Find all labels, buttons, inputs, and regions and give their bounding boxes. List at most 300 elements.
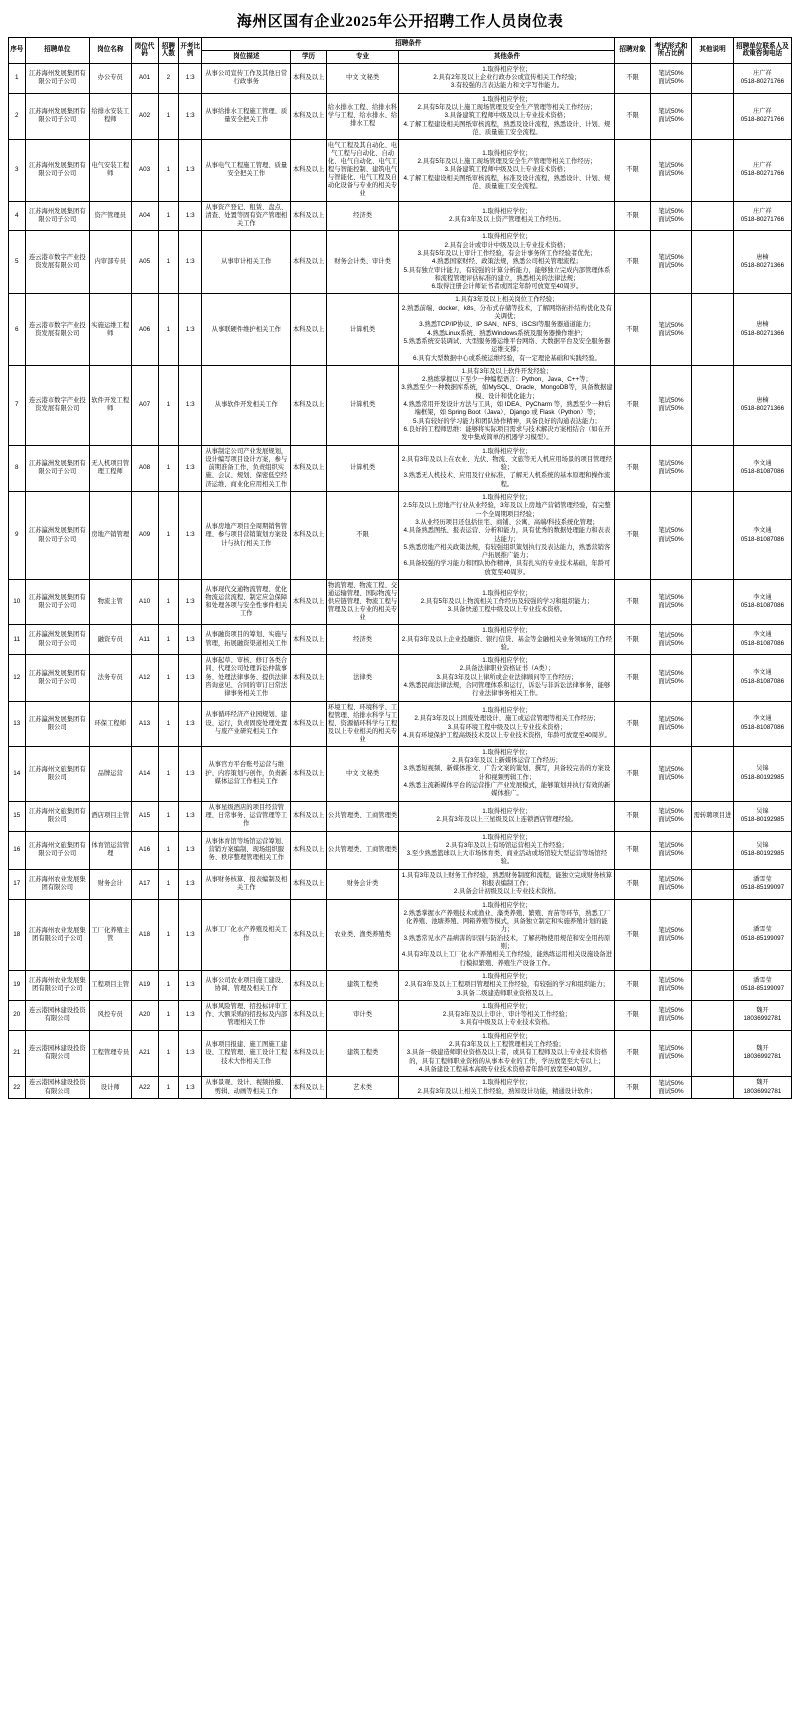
cell-target: 不限: [615, 492, 650, 580]
cell-post-name: 融资专员: [89, 625, 131, 655]
cell-ratio: 1:3: [179, 869, 202, 899]
cell-no: 1: [9, 63, 26, 93]
cell-desc: 从事体育馆等场馆运营筹划、营销方案编制、现场组织服务、秩序整理管理相关工作: [202, 831, 291, 869]
cell-num: 1: [158, 231, 179, 294]
cell-target: 不限: [615, 63, 650, 93]
cell-unit: 江苏瀛洲发展集团有限公司子公司: [25, 655, 89, 701]
cell-tel: 李文通 0518-81087086: [733, 625, 791, 655]
cell-no: 9: [9, 492, 26, 580]
cell-tel: 吴锦 0518-80192985: [733, 801, 791, 831]
cell-edu: 本科及以上: [291, 201, 326, 231]
cell-no: 17: [9, 869, 26, 899]
cell-note: [692, 445, 734, 491]
table-header: [9, 38, 792, 64]
table-body: [9, 63, 792, 1098]
cell-no: 6: [9, 294, 26, 365]
cell-ratio: 1:3: [179, 140, 202, 201]
cell-target: 不限: [615, 1030, 650, 1076]
cell-post-code: A06: [131, 294, 158, 365]
cell-desc: 从事起草、审核、修订各类合同、代理公司处理诉讼仲裁事务、处理法律事务、提供法律咨询意见、合同的审订日常法律事务相关工作: [202, 655, 291, 701]
cell-num: 1: [158, 492, 179, 580]
cell-desc: 从事循环经济产业园规划、建设、运行，负责固废处理处置与废产业研究相关工作: [202, 701, 291, 746]
cell-unit: 江苏海州农业发展集团有限公司子公司: [25, 970, 89, 1000]
cell-num: 1: [158, 899, 179, 970]
cell-post-name: 财务会计: [89, 869, 131, 899]
cell-post-code: A03: [131, 140, 158, 201]
cell-note: [692, 93, 734, 139]
cell-post-code: A18: [131, 899, 158, 970]
cell-num: 1: [158, 746, 179, 801]
cell-exam: 笔试50% 面试50%: [650, 63, 692, 93]
cell-num: 1: [158, 579, 179, 624]
cell-major: 法律类: [326, 655, 399, 701]
cell-major: 农业类、渔类养殖类: [326, 899, 399, 970]
cell-note: [692, 1077, 734, 1099]
cell-exam: 笔试50% 面试50%: [650, 869, 692, 899]
cell-target: 不限: [615, 93, 650, 139]
cell-tel: 唐楠 0518-80271366: [733, 294, 791, 365]
cell-num: 1: [158, 1030, 179, 1076]
cell-edu: 本科及以上: [291, 746, 326, 801]
cell-edu: 本科及以上: [291, 1000, 326, 1030]
cell-num: 1: [158, 970, 179, 1000]
cell-tel: 庄广祥 0518-80271766: [733, 93, 791, 139]
cell-other: 1.取得相应学位； 2.具有3年及以上在农业、光伏、物流、文旅等无人机应用场景的项目管理经验； 3.熟悉无人机技术、应用及行业标准，了解无人机系统的基本原理和操作流程。: [399, 445, 615, 491]
cell-ratio: 1:3: [179, 831, 202, 869]
cell-ratio: 1:3: [179, 1077, 202, 1099]
cell-tel: 魏开 18036992781: [733, 1030, 791, 1076]
cell-desc: 从事电气工程施工管理、质量安全把关工作: [202, 140, 291, 201]
cell-ratio: 1:3: [179, 201, 202, 231]
cell-no: 10: [9, 579, 26, 624]
table-row: [9, 63, 792, 93]
cell-num: 1: [158, 201, 179, 231]
table-row: [9, 294, 792, 365]
cell-edu: 本科及以上: [291, 625, 326, 655]
cell-edu: 本科及以上: [291, 1077, 326, 1099]
cell-edu: 本科及以上: [291, 899, 326, 970]
cell-ratio: 1:3: [179, 899, 202, 970]
cell-ratio: 1:3: [179, 970, 202, 1000]
cell-edu: 本科及以上: [291, 970, 326, 1000]
table-row: [9, 1030, 792, 1076]
cell-ratio: 1:3: [179, 93, 202, 139]
cell-unit: 江苏瀛洲发展集团有限公司子公司: [25, 625, 89, 655]
table-row: [9, 1077, 792, 1099]
cell-major: 计算机类: [326, 294, 399, 365]
cell-major: 中文 文秘类: [326, 746, 399, 801]
cell-desc: 从事公司宣传工作及其他日常行政事务: [202, 63, 291, 93]
cell-note: [692, 831, 734, 869]
cell-tel: 潘雪莹 0518-85199097: [733, 899, 791, 970]
cell-desc: 从事软件开发相关工作: [202, 365, 291, 445]
cell-post-code: A14: [131, 746, 158, 801]
cell-major: 不限: [326, 492, 399, 580]
cell-other: 1.取得相应学位； 2.具备法律职业资格证书（A类）； 3.具有3年及以上律所或企业法律顾问等工作经历； 4.熟悉民商法律法规，合同管理体系和运行，诉讼与非诉讼法律事务，能够行业法律事务相关工作。: [399, 655, 615, 701]
cell-no: 4: [9, 201, 26, 231]
cell-post-code: A05: [131, 231, 158, 294]
cell-other: 1.取得相应学位； 2.具有5年及以上施工现场管理及安全生产管理等相关工作经历； 3.具备建筑工程师中级及以上专业技术资格； 4.了解工程建设相关图纸审核流程，标准及设计流程，熟悉设计、计划、规范、质量施工安全流程。: [399, 140, 615, 201]
cell-major: 环境工程、环境科学、工程管理、给排水科学与工程、资源循环科学与工程及以上专业相关的相关专业: [326, 701, 399, 746]
cell-exam: 笔试50% 面试50%: [650, 1077, 692, 1099]
cell-major: 公共管理类、工商管理类: [326, 831, 399, 869]
cell-exam: 笔试50% 面试50%: [650, 899, 692, 970]
cell-desc: 从事风险管理、招投标评审工作、大额采购的招投标及内部管理相关工作: [202, 1000, 291, 1030]
cell-major: 财务会计类、审计类: [326, 231, 399, 294]
cell-no: 22: [9, 1077, 26, 1099]
cell-major: 电气工程及其自动化、电气工程与自动化、自动化、电气自动化、电气工程与智能控制、建筑电气与智能化、电气工程及自动化设备与专业的相关专业: [326, 140, 399, 201]
cell-other: 1.取得相应学位； 2.熟悉掌握水产养殖技术或渔业、藻类养殖、繁殖、育苗等环节，熟悉工厂化养殖、池塘养殖、网箱养殖等模式，具备独立制定和实施养殖计划的能力； 3.熟悉常见水产品病害的识别与防治技术，了解药物使用规范和安全用药原则； 4.具有3年及以上工厂化水产养殖相关工作经验，能熟练运用相关设施设备进行模拟繁殖、养殖生产设备工作。: [399, 899, 615, 970]
cell-unit: 连云港园林建设投资有限公司: [25, 1077, 89, 1099]
table-row: [9, 365, 792, 445]
cell-other: 1.取得相应学位； 2.具有3年及以上固废处理设计、施工或运营管理等相关工作经历； 3.具有环境工程中级及以上专业技术资格； 4.具有环境保护工程高级技术及以上专业技术资格，年龄可放宽至40周岁。: [399, 701, 615, 746]
cell-desc: 从事制定公司产业发展规划，设计编写项目设计方案，参与前期准备工作，负责组织实施、会议、规划、保密低空经济运维、商业化应用相关工作: [202, 445, 291, 491]
cell-exam: 笔试50% 面试50%: [650, 579, 692, 624]
cell-note: 需转聘项目进: [692, 801, 734, 831]
cell-target: 不限: [615, 970, 650, 1000]
cell-unit: 江苏海州发展集团有限公司子公司: [25, 93, 89, 139]
table-row: [9, 492, 792, 580]
cell-post-code: A17: [131, 869, 158, 899]
cell-target: 不限: [615, 801, 650, 831]
cell-post-name: 内审部专员: [89, 231, 131, 294]
cell-other: 1.取得相应学位； 2.具有3年及以上新媒体运营工作经历； 3.熟悉短视频、新媒体推文、广告文案的策划、撰写，具备较完善的方案设计和视频剪辑工作； 4.熟悉主流新媒体平台的运营推广产业发展模式，能够策划并执行有效的新媒体推广。: [399, 746, 615, 801]
cell-tel: 李文通 0518-81087086: [733, 579, 791, 624]
cell-post-code: A19: [131, 970, 158, 1000]
cell-edu: 本科及以上: [291, 63, 326, 93]
cell-edu: 本科及以上: [291, 93, 326, 139]
cell-num: 1: [158, 831, 179, 869]
cell-post-name: 风控专员: [89, 1000, 131, 1030]
cell-post-code: A21: [131, 1030, 158, 1076]
cell-desc: 从事官方平台账号运营与维护、内容策划与创作，负责新媒体运营工作相关工作: [202, 746, 291, 801]
table-row: [9, 93, 792, 139]
cell-unit: 连云港市数字产业投资发展有限公司: [25, 294, 89, 365]
header-tel: 招聘单位联系人及政策咨询电话: [733, 38, 791, 64]
cell-exam: 笔试50% 面试50%: [650, 492, 692, 580]
cell-no: 3: [9, 140, 26, 201]
cell-post-code: A20: [131, 1000, 158, 1030]
cell-post-code: A09: [131, 492, 158, 580]
cell-post-name: 办公专员: [89, 63, 131, 93]
cell-exam: 笔试50% 面试50%: [650, 365, 692, 445]
header-ratio: 开考比例: [179, 38, 202, 64]
cell-note: [692, 63, 734, 93]
cell-tel: 唐楠 0518-80271366: [733, 365, 791, 445]
cell-no: 18: [9, 899, 26, 970]
cell-no: 2: [9, 93, 26, 139]
cell-other: 1.取得相应学位； 2.具有3年及以上有场馆运营相关工作经验； 3.至少熟悉篮球以上大市场体育类、商业活动或场馆较大型运营等场馆经验。: [399, 831, 615, 869]
cell-note: [692, 899, 734, 970]
cell-unit: 连云港园林建设投资有限公司: [25, 1000, 89, 1030]
cell-num: 1: [158, 1077, 179, 1099]
cell-unit: 江苏瀛洲发展集团有限公司子公司: [25, 579, 89, 624]
cell-num: 1: [158, 140, 179, 201]
cell-post-name: 法务专员: [89, 655, 131, 701]
cell-target: 不限: [615, 655, 650, 701]
header-other: 其他条件: [399, 50, 615, 63]
cell-ratio: 1:3: [179, 445, 202, 491]
table-row: [9, 746, 792, 801]
cell-target: 不限: [615, 1000, 650, 1030]
cell-note: [692, 201, 734, 231]
cell-other: 1.取得相应学位； 2.具有3年及以上相关工作经验，熟知设计功能，精通设计软件；: [399, 1077, 615, 1099]
cell-post-code: A04: [131, 201, 158, 231]
cell-target: 不限: [615, 1077, 650, 1099]
cell-major: 艺术类: [326, 1077, 399, 1099]
cell-target: 不限: [615, 899, 650, 970]
cell-edu: 本科及以上: [291, 655, 326, 701]
cell-ratio: 1:3: [179, 63, 202, 93]
cell-tel: 李文通 0518-81087086: [733, 655, 791, 701]
cell-other: 1.取得相应学位； 2.具有5年及以上物流相关工作经历及较强的学习和组织能力； 3.具备快递工程中级及以上专业技术资格。: [399, 579, 615, 624]
cell-edu: 本科及以上: [291, 869, 326, 899]
cell-unit: 连云港市数字产业投资发展有限公司: [25, 365, 89, 445]
table-row: [9, 655, 792, 701]
cell-edu: 本科及以上: [291, 365, 326, 445]
job-positions-table: [8, 37, 792, 1099]
header-num: 招聘人数: [158, 38, 179, 64]
cell-edu: 本科及以上: [291, 140, 326, 201]
table-row: [9, 625, 792, 655]
cell-post-name: 品牌运营: [89, 746, 131, 801]
cell-exam: 笔试50% 面试50%: [650, 201, 692, 231]
cell-other: 1.取得相应学位； 2.具有3年及以上审计、审计等相关工作经验； 3.具有中级及以上专业技术资格。: [399, 1000, 615, 1030]
cell-note: [692, 365, 734, 445]
cell-ratio: 1:3: [179, 579, 202, 624]
cell-edu: 本科及以上: [291, 579, 326, 624]
cell-exam: 笔试50% 面试50%: [650, 1030, 692, 1076]
cell-post-name: 设计师: [89, 1077, 131, 1099]
cell-post-name: 无人机项目管理工程师: [89, 445, 131, 491]
cell-no: 15: [9, 801, 26, 831]
table-header-row-1: [9, 38, 792, 51]
cell-exam: 笔试50% 面试50%: [650, 655, 692, 701]
cell-note: [692, 970, 734, 1000]
header-major: 专业: [326, 50, 399, 63]
cell-tel: 魏开 18036992781: [733, 1000, 791, 1030]
table-row: [9, 831, 792, 869]
table-row: [9, 970, 792, 1000]
cell-note: [692, 231, 734, 294]
cell-other: 1.取得相应学位； 2.5年及以上房地产行业从业经验，3年及以上房地产营销管理经验，有完整一个全周期项目经验； 3.从业经历项目还包括住宅、商铺、公寓、高端/科技系统化管理； 4.具备熟悉图纸、报表运营、分析和能力，具有优秀的数据处理能力和表表达能力； 5.熟悉房地产相关政策法规，有较强组织策划执行及表达能力，熟悉营销客户拓展推广能力； 6.具备较强的学习能力和团队协作精神，具有扎实的专业技术基础，年龄可放宽至40周岁。: [399, 492, 615, 580]
cell-tel: 潘雪莹 0518-85199097: [733, 869, 791, 899]
cell-exam: 笔试50% 面试50%: [650, 701, 692, 746]
cell-exam: 笔试50% 面试50%: [650, 625, 692, 655]
cell-post-code: A10: [131, 579, 158, 624]
cell-edu: 本科及以上: [291, 492, 326, 580]
cell-target: 不限: [615, 201, 650, 231]
cell-major: 物流管理、物流工程、交通运输管理、国际物流与供应链管理、物流工程与管理及以上专业的相关专业: [326, 579, 399, 624]
cell-ratio: 1:3: [179, 231, 202, 294]
cell-other: 1.具有3年及以上财务工作经验，熟悉财务制度和流程，能独立完成财务核算和报表编制工作； 2.具备会计初级及以上专业技术资格。: [399, 869, 615, 899]
cell-post-name: 环保工程师: [89, 701, 131, 746]
header-target: 招聘对象: [615, 38, 650, 64]
cell-exam: 笔试50% 面试50%: [650, 445, 692, 491]
cell-no: 19: [9, 970, 26, 1000]
cell-post-name: 酒店项目主管: [89, 801, 131, 831]
cell-note: [692, 294, 734, 365]
cell-num: 1: [158, 801, 179, 831]
cell-post-name: 实施运维工程师: [89, 294, 131, 365]
cell-ratio: 1:3: [179, 625, 202, 655]
cell-exam: 笔试50% 面试50%: [650, 93, 692, 139]
cell-ratio: 1:3: [179, 365, 202, 445]
header-note: 其他说明: [692, 38, 734, 64]
cell-no: 7: [9, 365, 26, 445]
cell-tel: 李文通 0518-81087086: [733, 492, 791, 580]
cell-unit: 江苏海州文旅集团有限公司子公司: [25, 831, 89, 869]
cell-num: 1: [158, 445, 179, 491]
cell-ratio: 1:3: [179, 492, 202, 580]
cell-num: 1: [158, 701, 179, 746]
cell-major: 经济类: [326, 201, 399, 231]
cell-post-code: A22: [131, 1077, 158, 1099]
cell-desc: 从事项目报建、施工图施工建设、工程管理、施工设计工程技术大作相关工作: [202, 1030, 291, 1076]
cell-note: [692, 140, 734, 201]
cell-edu: 本科及以上: [291, 831, 326, 869]
cell-major: 审计类: [326, 1000, 399, 1030]
cell-tel: 吴锦 0518-80192985: [733, 746, 791, 801]
cell-tel: 李文通 0518-81087086: [733, 445, 791, 491]
cell-major: 给水排水工程、给排水科学与工程、给水排水、给排水工程: [326, 93, 399, 139]
cell-post-name: 体育馆运营管理: [89, 831, 131, 869]
cell-target: 不限: [615, 140, 650, 201]
cell-desc: 从事房地产项目全周期销售管理、参与项目营销策划方案设计与执行相关工作: [202, 492, 291, 580]
cell-num: 1: [158, 93, 179, 139]
cell-post-name: 工厂化养殖主管: [89, 899, 131, 970]
cell-post-name: 物流主管: [89, 579, 131, 624]
cell-unit: 江苏海州发展集团有限公司子公司: [25, 63, 89, 93]
cell-post-name: 电气安装工程师: [89, 140, 131, 201]
cell-num: 1: [158, 625, 179, 655]
cell-edu: 本科及以上: [291, 1030, 326, 1076]
cell-note: [692, 625, 734, 655]
cell-no: 21: [9, 1030, 26, 1076]
cell-no: 14: [9, 746, 26, 801]
cell-desc: 从事资产登记、租赁、盘点、清查、处置等固有资产管理相关工作: [202, 201, 291, 231]
cell-ratio: 1:3: [179, 801, 202, 831]
cell-note: [692, 655, 734, 701]
cell-no: 12: [9, 655, 26, 701]
cell-post-name: 工程项目主管: [89, 970, 131, 1000]
cell-note: [692, 1030, 734, 1076]
cell-unit: 江苏海州发展集团有限公司子公司: [25, 201, 89, 231]
cell-edu: 本科及以上: [291, 231, 326, 294]
cell-desc: 从事给排水工程施工管理、质量安全把关工作: [202, 93, 291, 139]
cell-post-name: 房地产销管理: [89, 492, 131, 580]
cell-unit: 江苏海州发展集团有限公司子公司: [25, 140, 89, 201]
cell-note: [692, 869, 734, 899]
cell-desc: 从事公司农业项目施工建设、协调、管理及相关工作: [202, 970, 291, 1000]
cell-post-code: A01: [131, 63, 158, 93]
cell-target: 不限: [615, 625, 650, 655]
cell-other: 1.取得相应学位； 2.具有5年及以上施工现场管理及安全生产管理等相关工作经历； 3.具备建筑工程师中级及以上专业技术资格； 4.了解工程建设相关图纸审核流程，熟悉及设计流程，熟悉设计、计划、规范、质量施工安全流程。: [399, 93, 615, 139]
cell-post-code: A13: [131, 701, 158, 746]
cell-tel: 庄广祥 0518-80271766: [733, 201, 791, 231]
cell-exam: 笔试50% 面试50%: [650, 1000, 692, 1030]
cell-post-code: A07: [131, 365, 158, 445]
header-conditions-group: 招聘条件: [202, 38, 615, 51]
cell-tel: 庄广祥 0518-80271766: [733, 63, 791, 93]
cell-post-code: A12: [131, 655, 158, 701]
cell-post-code: A11: [131, 625, 158, 655]
cell-ratio: 1:3: [179, 1030, 202, 1076]
cell-other: 1.取得相应学位； 2.具有2年及以上企业行政办公或宣传相关工作经验； 3.有较强的言表达能力和文字写作能力。: [399, 63, 615, 93]
page-title: 海州区国有企业2025年公开招聘工作人员岗位表: [236, 14, 564, 30]
cell-post-code: A08: [131, 445, 158, 491]
cell-note: [692, 579, 734, 624]
cell-other: 1.具有3年及以上相关岗位工作经验； 2.熟悉前端、docker、k8s、分布式存储等技术，了解网络拓扑结构优化及有关调优； 3.熟悉TCP/IP协议、IP SAN、NFS、iSCSI等服务器通道能力； 4.熟悉Linux系统、熟悉Windows系统及服务器操作维护； 5.熟悉系统安装调试、大型服务器运维平台网络、大数据平台及安全服务器运维支撑； 6.具有大型数据中心或系统运维经验，有一定理论基础和实践经验。: [399, 294, 615, 365]
cell-tel: 吴锦 0518-80192985: [733, 831, 791, 869]
cell-no: 20: [9, 1000, 26, 1030]
cell-other: 1.取得相应学位； 2.具有3年及以上三星级及以上连锁酒店管理经验。: [399, 801, 615, 831]
cell-target: 不限: [615, 445, 650, 491]
cell-exam: 笔试50% 面试50%: [650, 970, 692, 1000]
cell-exam: 笔试50% 面试50%: [650, 294, 692, 365]
cell-post-name: 给排水安装工程师: [89, 93, 131, 139]
cell-desc: 从事工厂化水产养殖及相关工作: [202, 899, 291, 970]
table-row: [9, 140, 792, 201]
cell-other: 1.取得相应学位； 2.具有3年及以上工程项目管理相关工作经验，有较强的学习和组织能力； 3.具备二级建造师职业资格及以上。: [399, 970, 615, 1000]
header-no: 序号: [9, 38, 26, 64]
cell-no: 8: [9, 445, 26, 491]
header-exam: 考试形式和所占比例: [650, 38, 692, 64]
cell-no: 13: [9, 701, 26, 746]
cell-edu: 本科及以上: [291, 801, 326, 831]
cell-num: 2: [158, 63, 179, 93]
cell-tel: 李文通 0518-81087086: [733, 701, 791, 746]
cell-ratio: 1:3: [179, 655, 202, 701]
table-row: [9, 1000, 792, 1030]
cell-unit: 江苏瀛洲发展集团有限公司子公司: [25, 445, 89, 491]
cell-tel: 潘雪莹 0518-85199097: [733, 970, 791, 1000]
table-row: [9, 801, 792, 831]
cell-exam: 笔试50% 面试50%: [650, 140, 692, 201]
cell-unit: 江苏瀛洲发展集团有限公司子公司: [25, 492, 89, 580]
cell-desc: 从事星级酒店的项目经营管理、日常事务、运营管理等工作: [202, 801, 291, 831]
cell-desc: 从事联硬件维护相关工作: [202, 294, 291, 365]
cell-num: 1: [158, 294, 179, 365]
cell-exam: 笔试50% 面试50%: [650, 231, 692, 294]
cell-desc: 从事景观、设计、视频拍摄、剪辑、动画等相关工作: [202, 1077, 291, 1099]
table-row: [9, 445, 792, 491]
cell-ratio: 1:3: [179, 1000, 202, 1030]
cell-note: [692, 1000, 734, 1030]
cell-unit: 江苏瀛洲发展集团有限公司: [25, 701, 89, 746]
cell-exam: 笔试50% 面试50%: [650, 801, 692, 831]
cell-desc: 从事财务核算、报表编制及相关工作: [202, 869, 291, 899]
cell-desc: 从事现代交通物流管理、优化物流运营流程、制定应急保障和处理各项与安全性事件相关工作: [202, 579, 291, 624]
cell-unit: 江苏海州农业发展集团有限公司: [25, 869, 89, 899]
cell-num: 1: [158, 365, 179, 445]
cell-major: 经济类: [326, 625, 399, 655]
cell-major: 财务会计类: [326, 869, 399, 899]
cell-note: [692, 701, 734, 746]
cell-num: 1: [158, 869, 179, 899]
cell-other: 1.取得相应学位； 2.具有3年及以上工程管理相关工作经验； 3.具备一级建造师职业资格及以上者，或具有工程师及以上专业技术资格的，具有工程师职业资格的从事本专业的工作，学历放宽至大专以上； 4.具备建设工程基本高级专业技术资格者年龄可放宽至40周岁。: [399, 1030, 615, 1076]
cell-exam: 笔试50% 面试50%: [650, 831, 692, 869]
cell-no: 11: [9, 625, 26, 655]
cell-note: [692, 492, 734, 580]
cell-major: 公共管理类、工商管理类: [326, 801, 399, 831]
cell-other: 1.取得相应学位； 2.具有3年及以上企业投融资、银行信贷、基金等金融相关业务领域的工作经验。: [399, 625, 615, 655]
cell-other: 1.取得相应学位； 2.具有会计或审计中级及以上专业技术资格； 3.具有5年及以上审计工作经验，有会计事务所工作经验者优先； 4.熟悉国家财经、政策法规，熟悉公司相关管理流程； 5.具有独立审计能力，有较强的计算分析能力，能够独立完成内部管理体系和流程管理评估标准的建立，熟悉相关的法律法规； 6.取得注册会计师证书者或固定年龄可放宽至40周岁。: [399, 231, 615, 294]
table-row: [9, 231, 792, 294]
table-row: [9, 579, 792, 624]
cell-major: 中文 文秘类: [326, 63, 399, 93]
cell-edu: 本科及以上: [291, 294, 326, 365]
